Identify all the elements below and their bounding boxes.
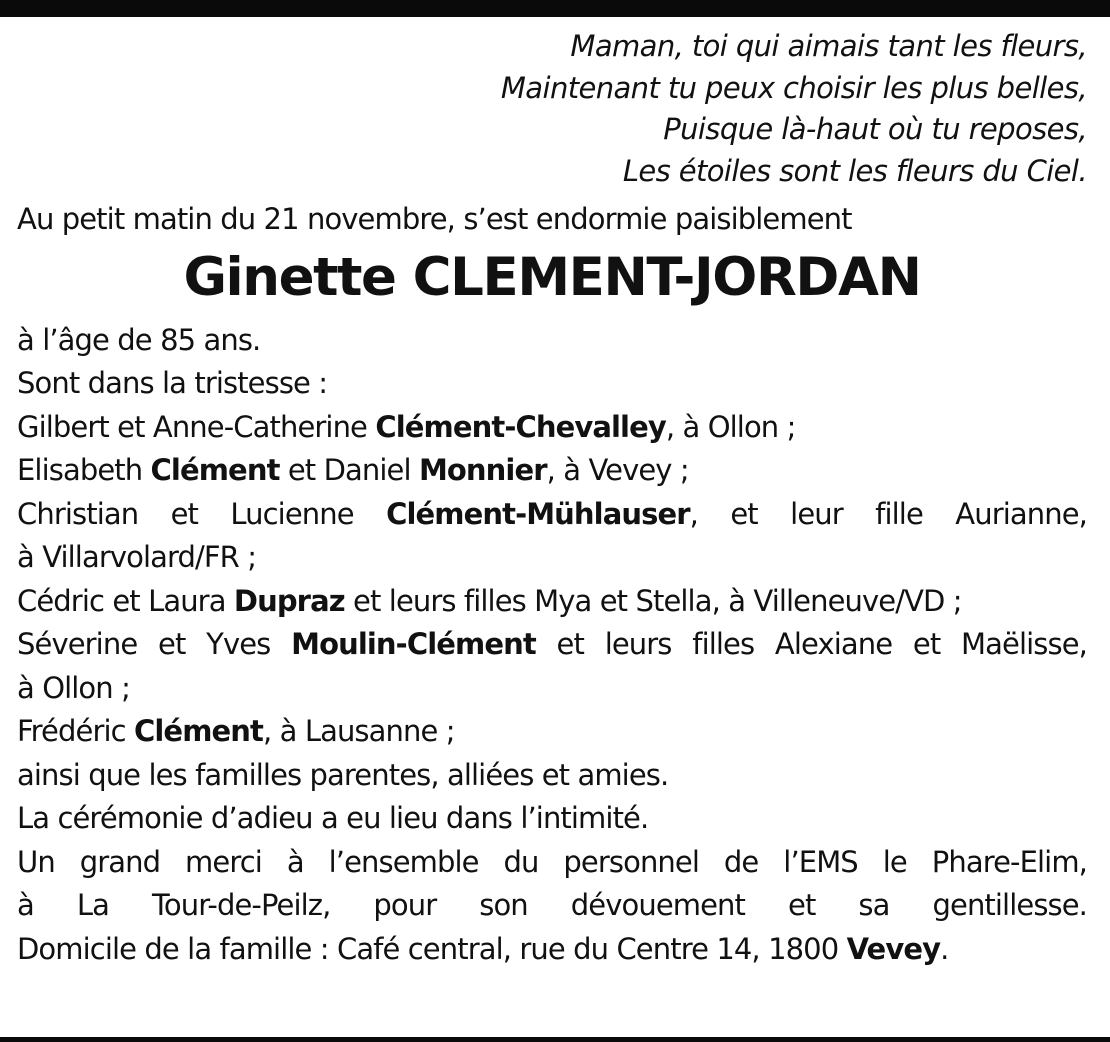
family-text: et leurs filles Mya et Stella, à Villeneuve/VD ;	[344, 583, 962, 618]
family-text: Frédéric	[17, 714, 134, 748]
domicile-city: Vevey	[846, 931, 941, 966]
sadness-line: Sont dans la tristesse :	[17, 366, 328, 400]
family-text: , à Vevey ;	[546, 453, 689, 487]
poem	[17, 26, 1087, 192]
family-surname: Moulin-Clément	[291, 627, 536, 661]
family-text: Gilbert et Anne-Catherine	[17, 409, 376, 444]
thanks-line: à La Tour-de-Peilz, pour son dévouement et sa gentillesse.	[17, 888, 1087, 922]
family-text: , à Ollon ;	[665, 409, 796, 444]
family-surname: Dupraz	[233, 583, 345, 618]
family-line-continued: à Villarvolard/FR ;	[17, 540, 257, 574]
deceased-name: Ginette CLEMENT-JORDAN	[183, 246, 921, 308]
family-text: Elisabeth	[17, 453, 151, 487]
family-line	[17, 493, 1087, 537]
family-text: et Daniel	[279, 453, 419, 487]
domicile-text: .	[940, 931, 949, 966]
family-surname: Monnier	[418, 453, 547, 487]
poem-line: Puisque là-haut où tu reposes,	[663, 112, 1087, 146]
family-text: Cédric et Laura	[17, 583, 234, 618]
family-text: et leurs filles Alexiane et Maëlisse,	[535, 627, 1087, 661]
poem-line: Les étoiles sont les fleurs du Ciel.	[622, 153, 1087, 188]
family-line	[17, 449, 1087, 493]
family-line	[17, 710, 1087, 754]
family-surname: Clément	[150, 453, 280, 487]
family-text: , à Lausanne ;	[263, 714, 455, 748]
poem-line: Maman, toi qui aimais tant les fleurs,	[570, 29, 1087, 63]
family-line	[17, 623, 1087, 667]
family-text: Christian et Lucienne	[17, 496, 387, 531]
intro-text: Au petit matin du 21 novembre, s’est endormie paisiblement	[17, 202, 852, 236]
family-line-continued: à Ollon ;	[17, 670, 130, 705]
thanks-line: Un grand merci à l’ensemble du personnel de l’EMS le Phare-Elim,	[17, 844, 1087, 879]
bottom-border-rule	[0, 1037, 1110, 1042]
age-line: à l’âge de 85 ans.	[17, 322, 261, 357]
relatives-line: ainsi que les familles parentes, alliées et amies.	[17, 757, 669, 792]
family-surname: Clément-Mühlauser	[386, 496, 690, 531]
ceremony-line: La cérémonie d’adieu a eu lieu dans l’intimité.	[17, 801, 649, 835]
family-surname: Clément-Chevalley	[375, 409, 666, 444]
poem-line: Maintenant tu peux choisir les plus belles,	[500, 70, 1087, 105]
top-border-rule	[0, 0, 1110, 17]
family-line	[17, 406, 1087, 450]
family-line	[17, 580, 1087, 624]
domicile-line	[17, 928, 1087, 972]
family-text: , et leur fille Aurianne,	[689, 496, 1087, 531]
family-text: Séverine et Yves	[17, 627, 292, 661]
obituary-notice	[17, 26, 1087, 971]
domicile-text: Domicile de la famille : Café central, rue du Centre 14, 1800	[17, 931, 847, 966]
family-surname: Clément	[134, 714, 263, 748]
